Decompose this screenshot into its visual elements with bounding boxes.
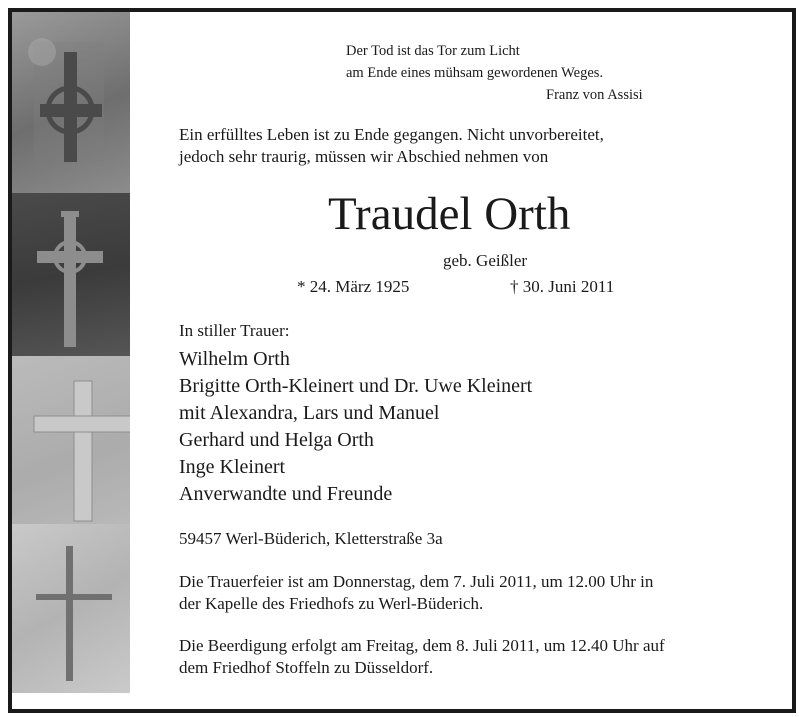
mourner-name: Gerhard und Helga Orth — [179, 429, 374, 451]
mourner-name: Anverwandte und Freunde — [179, 483, 393, 505]
mourner-name: mit Alexandra, Lars und Manuel — [179, 402, 440, 424]
quote-line-2: am Ende eines mühsam gewordenen Weges. — [346, 65, 604, 81]
burial-line-1: Die Beerdigung erfolgt am Freitag, dem 8. Juli 2011, um 12.40 Uhr auf — [179, 636, 665, 655]
address: 59457 Werl-Büderich, Kletterstraße 3a — [179, 529, 443, 548]
deceased-name: Traudel Orth — [328, 188, 571, 240]
plain-cross-icon — [12, 356, 130, 524]
mourners-heading: In stiller Trauer: — [179, 321, 290, 340]
celtic-cross-icon — [12, 12, 130, 193]
cross-photo-3 — [12, 356, 130, 524]
ornate-cross-icon — [12, 193, 130, 356]
mourner-name: Brigitte Orth-Kleinert und Dr. Uwe Kleinert — [179, 375, 533, 397]
quote-line-1: Der Tod ist das Tor zum Licht — [346, 43, 520, 59]
death-date: † 30. Juni 2011 — [510, 277, 615, 296]
mourner-name: Inge Kleinert — [179, 456, 286, 478]
service-line-2: der Kapelle des Friedhofs zu Werl-Büderich. — [179, 594, 484, 613]
burial-line-2: dem Friedhof Stoffeln zu Düsseldorf. — [179, 658, 434, 677]
cross-photo-4 — [12, 524, 130, 693]
cross-photo-2 — [12, 193, 130, 356]
maiden-name: geb. Geißler — [443, 251, 528, 270]
quote-author: Franz von Assisi — [546, 87, 643, 103]
service-line-1: Die Trauerfeier ist am Donnerstag, dem 7. Juli 2011, um 12.00 Uhr in — [179, 572, 654, 591]
cross-photo-1 — [12, 12, 130, 193]
cross-image-strip — [12, 12, 130, 693]
mourner-name: Wilhelm Orth — [179, 348, 290, 370]
stone-cross-icon — [12, 524, 130, 693]
birth-date: * 24. März 1925 — [297, 277, 410, 296]
intro-line-2: jedoch sehr traurig, müssen wir Abschied nehmen von — [179, 147, 549, 166]
intro-line-1: Ein erfülltes Leben ist zu Ende gegangen. Nicht unvorbereitet, — [179, 125, 604, 144]
